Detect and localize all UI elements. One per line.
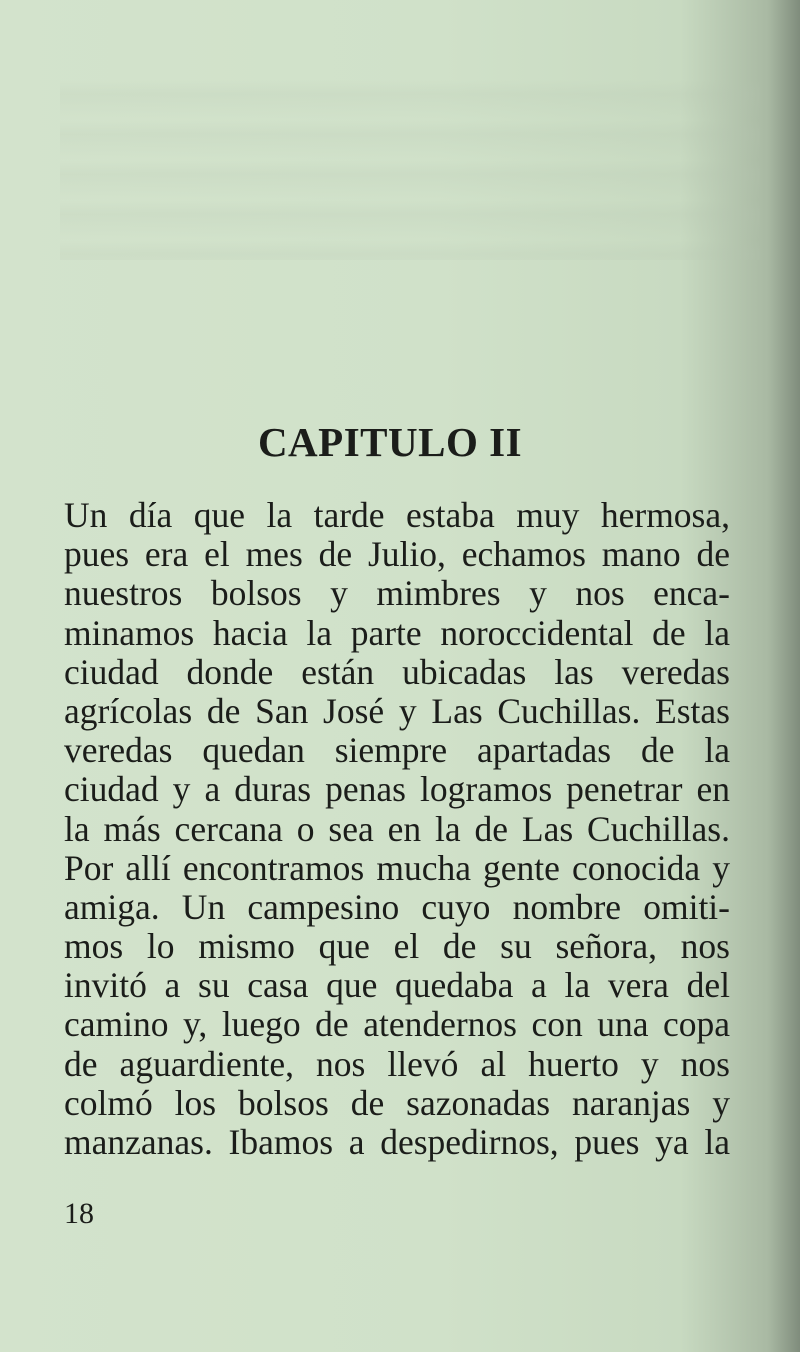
text-line: la más cercana o sea en la de Las Cuchillas. (64, 808, 730, 849)
text-line: agrícolas de San José y Las Cuchillas. Estas (64, 690, 730, 731)
text-line: ciudad donde están ubicadas las veredas (64, 651, 730, 692)
text-line: amiga. Un campesino cuyo nombre omiti- (64, 886, 730, 927)
text-line: minamos hacia la parte noroccidental de la (64, 612, 730, 653)
text-line: pues era el mes de Julio, echamos mano de (64, 534, 730, 575)
text-line: invitó a su casa que quedaba a la vera del (64, 965, 730, 1006)
text-line: nuestros bolsos y mimbres y nos enca- (64, 573, 730, 614)
text-line: camino y, luego de atendernos con una copa (64, 1004, 730, 1045)
page-number: 18 (64, 1197, 94, 1230)
text-line: colmó los bolsos de sazonadas naranjas y (64, 1082, 730, 1123)
chapter-title: CAPITULO II (257, 419, 523, 465)
chapter-body (64, 496, 730, 1162)
text-line: ciudad y a duras penas logramos penetrar en (64, 769, 730, 810)
text-line: Un día que la tarde estaba muy hermosa, (64, 495, 730, 535)
text-line: Por allí encontramos mucha gente conocida y (64, 847, 730, 888)
text-line: manzanas. Ibamos a despedirnos, pues ya la (64, 1122, 730, 1162)
text-line: veredas quedan siempre apartadas de la (64, 730, 730, 771)
show-through-texture (60, 80, 760, 260)
text-line: mos lo mismo que el de su señora, nos (64, 926, 730, 967)
text-line: de aguardiente, nos llevó al huerto y nos (64, 1043, 730, 1084)
